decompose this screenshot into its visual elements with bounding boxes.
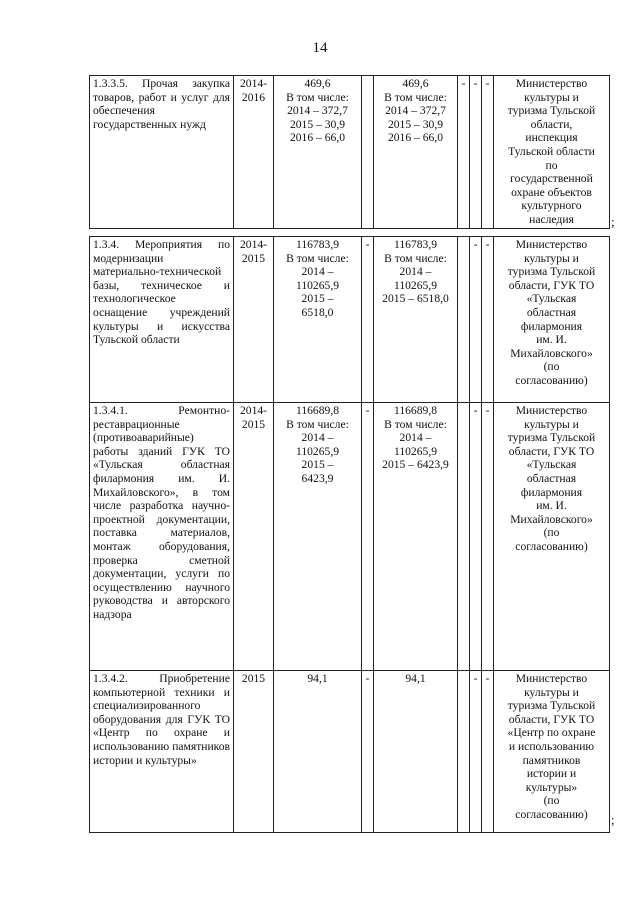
budget-table-1 xyxy=(89,75,610,229)
executor-cell-line: области, ГУК ТО xyxy=(508,278,595,292)
executor-cell-line: области, ГУК ТО xyxy=(508,712,595,726)
regional-funding-cell-line: 469,6 xyxy=(402,77,429,90)
other-funding-cell: - xyxy=(482,671,494,833)
total-funding-cell-line: 116689,8 xyxy=(295,404,340,417)
table-2-body xyxy=(90,237,610,833)
regional-funding-cell-line: 2014 – xyxy=(399,431,432,445)
executor-cell-line: культуры и xyxy=(524,90,579,104)
executor-cell-line: Министерство xyxy=(515,77,588,90)
regional-funding-cell-line: В том числе: xyxy=(384,90,447,104)
total-funding-cell xyxy=(274,671,362,833)
executor-cell-line: Михайловского» xyxy=(510,512,593,526)
total-funding-cell-line: В том числе: xyxy=(286,417,349,431)
executor-cell-line: памятников xyxy=(522,753,581,767)
municipal-funding-cell: - xyxy=(458,76,470,229)
regional-funding-cell xyxy=(374,403,458,671)
municipal-funding-cell xyxy=(458,671,470,833)
extra-funding-cell: - xyxy=(470,671,482,833)
total-funding-cell-line: 2014 – xyxy=(301,431,334,445)
total-funding-cell-line: 6518,0 xyxy=(301,305,334,319)
executor-cell-line: «Тульская xyxy=(526,458,577,472)
regional-funding-cell-line: В том числе: xyxy=(384,251,447,265)
end-mark-2: ; xyxy=(611,812,615,827)
other-funding-cell: - xyxy=(482,76,494,229)
years-cell-line: 2014- xyxy=(239,77,268,90)
total-funding-cell-line: 2015 – 30,9 xyxy=(289,117,346,131)
regional-funding-cell xyxy=(374,671,458,833)
executor-cell-line: туризма Тульской xyxy=(507,699,596,713)
executor-cell-line: (по xyxy=(543,794,560,808)
executor-cell-line: Министерство xyxy=(515,238,588,251)
executor-cell-line: им. И. xyxy=(536,333,567,347)
executor-cell-line: туризма Тульской xyxy=(507,104,596,118)
executor-cell-line: согласованию) xyxy=(515,373,588,387)
extra-funding-cell: - xyxy=(470,76,482,229)
executor-cell-line: государственной xyxy=(510,172,593,186)
regional-funding-cell-line: 2015 – 6423,9 xyxy=(382,458,449,472)
total-funding-cell-line: 2014 – 372,7 xyxy=(287,104,348,118)
table-1-body xyxy=(90,76,610,229)
total-funding-cell-line: 2015 – xyxy=(301,292,334,306)
executor-cell xyxy=(494,403,610,671)
executor-cell-line: по xyxy=(545,158,558,172)
years-cell xyxy=(234,671,274,833)
table-row xyxy=(90,671,610,833)
regional-funding-cell-line: 2014 – xyxy=(399,265,432,279)
activity-name-cell: 1.3.4. Мероприятия по модернизации материально-технической базы, техническое и технологическое оснащение учреждений культуры и искусства Тульской области xyxy=(90,237,234,403)
executor-cell-line: туризма Тульской xyxy=(507,265,596,279)
regional-funding-cell-line: 94,1 xyxy=(405,672,426,685)
executor-cell-line: (по xyxy=(543,526,560,540)
executor-cell-line: Тульской области xyxy=(508,144,595,158)
executor-cell-line: области, xyxy=(530,117,573,131)
executor-cell-line: областная xyxy=(526,305,577,319)
regional-funding-cell-line: 110265,9 xyxy=(393,278,438,292)
executor-cell-line: Михайловского» xyxy=(510,346,593,360)
total-funding-cell-line: 2014 – xyxy=(301,265,334,279)
total-funding-cell-line: 2016 – 66,0 xyxy=(289,131,346,145)
total-funding-cell-line: 116783,9 xyxy=(295,238,340,251)
total-funding-cell-line: 110265,9 xyxy=(295,444,340,458)
other-funding-cell: - xyxy=(482,237,494,403)
executor-cell-line: и использованию xyxy=(508,739,595,753)
executor-cell-line: «Тульская xyxy=(526,292,577,306)
regional-funding-cell xyxy=(374,237,458,403)
municipal-funding-cell xyxy=(458,237,470,403)
executor-cell-line: культуры и xyxy=(524,251,579,265)
table-row xyxy=(90,237,610,403)
total-funding-cell xyxy=(274,403,362,671)
executor-cell-line: культуры и xyxy=(524,417,579,431)
years-cell-line: 2015 xyxy=(241,672,266,685)
total-funding-cell xyxy=(274,237,362,403)
federal-funding-cell xyxy=(362,76,374,229)
federal-funding-cell: - xyxy=(362,237,374,403)
executor-cell-line: согласованию) xyxy=(515,539,588,553)
regional-funding-cell-line: 2015 – 6518,0 xyxy=(382,292,449,306)
regional-funding-cell-line: 116689,8 xyxy=(393,404,438,417)
total-funding-cell-line: 110265,9 xyxy=(295,278,340,292)
page-number: 14 xyxy=(312,40,328,56)
regional-funding-cell-line: 2016 – 66,0 xyxy=(387,131,444,145)
extra-funding-cell: - xyxy=(470,403,482,671)
executor-cell-line: филармония xyxy=(520,319,583,333)
years-cell-line: 2014- xyxy=(239,238,268,251)
total-funding-cell-line: В том числе: xyxy=(286,251,349,265)
activity-name-cell: 1.3.4.2. Приобретение компьютерной техники и специализированного оборудования для ГУК ТО «Центр по охране и использованию памятников истории и культуры» xyxy=(90,671,234,833)
executor-cell-line: им. И. xyxy=(536,499,567,513)
executor-cell-line: культурного xyxy=(521,199,582,213)
table-row xyxy=(90,76,610,229)
extra-funding-cell: - xyxy=(470,237,482,403)
executor-cell-line: туризма Тульской xyxy=(507,431,596,445)
total-funding-cell-line: 6423,9 xyxy=(301,471,334,485)
regional-funding-cell-line: 116783,9 xyxy=(393,238,438,251)
regional-funding-cell-line: В том числе: xyxy=(384,417,447,431)
executor-cell-line: согласованию) xyxy=(515,807,588,821)
total-funding-cell-line: 2015 – xyxy=(301,458,334,472)
regional-funding-cell-line: 110265,9 xyxy=(393,444,438,458)
years-cell xyxy=(234,403,274,671)
years-cell xyxy=(234,76,274,229)
federal-funding-cell: - xyxy=(362,671,374,833)
regional-funding-cell-line: 2015 – 30,9 xyxy=(387,117,444,131)
table-row xyxy=(90,403,610,671)
executor-cell xyxy=(494,237,610,403)
executor-cell-line: охране объектов xyxy=(511,185,592,199)
years-cell xyxy=(234,237,274,403)
activity-name-cell: 1.3.4.1. Ремонтно-реставрационные (противоаварийные) работы зданий ГУК ТО «Тульская областная филармония им. И. Михайловского», в том числе разработка научно-проектной документации, поставка материалов, монтаж оборудования, проверка сметной документации, услуги по осуществлению научного руководства и авторского надзора xyxy=(90,403,234,671)
executor-cell xyxy=(494,76,610,229)
regional-funding-cell-line: 2014 – 372,7 xyxy=(385,104,446,118)
executor-cell-line: филармония xyxy=(520,485,583,499)
total-funding-cell-line: В том числе: xyxy=(286,90,349,104)
executor-cell-line: культуры» xyxy=(525,780,578,794)
executor-cell xyxy=(494,671,610,833)
executor-cell-line: Министерство xyxy=(515,672,588,685)
activity-name-cell: 1.3.3.5. Прочая закупка товаров, работ и услуг для обеспечения государственных нужд xyxy=(90,76,234,229)
executor-cell-line: инспекция xyxy=(525,131,578,145)
end-mark-1: ; xyxy=(611,214,615,229)
budget-table-2 xyxy=(89,236,610,833)
executor-cell-line: культуры и xyxy=(524,685,579,699)
executor-cell-line: Министерство xyxy=(515,404,588,417)
executor-cell-line: областная xyxy=(526,471,577,485)
executor-cell-line: (по xyxy=(543,360,560,374)
regional-funding-cell xyxy=(374,76,458,229)
executor-cell-line: области, ГУК ТО xyxy=(508,444,595,458)
years-cell-line: 2014- xyxy=(239,404,268,417)
years-cell-line: 2015 xyxy=(241,251,266,265)
executor-cell-line: «Центр по охране xyxy=(507,726,596,740)
years-cell-line: 2015 xyxy=(241,417,266,431)
executor-cell-line: наследия xyxy=(529,212,574,226)
total-funding-cell-line: 94,1 xyxy=(307,672,328,685)
executor-cell-line: истории и xyxy=(526,767,577,781)
other-funding-cell: - xyxy=(482,403,494,671)
municipal-funding-cell xyxy=(458,403,470,671)
federal-funding-cell: - xyxy=(362,403,374,671)
total-funding-cell-line: 469,6 xyxy=(304,77,331,90)
years-cell-line: 2016 xyxy=(241,90,266,104)
total-funding-cell xyxy=(274,76,362,229)
